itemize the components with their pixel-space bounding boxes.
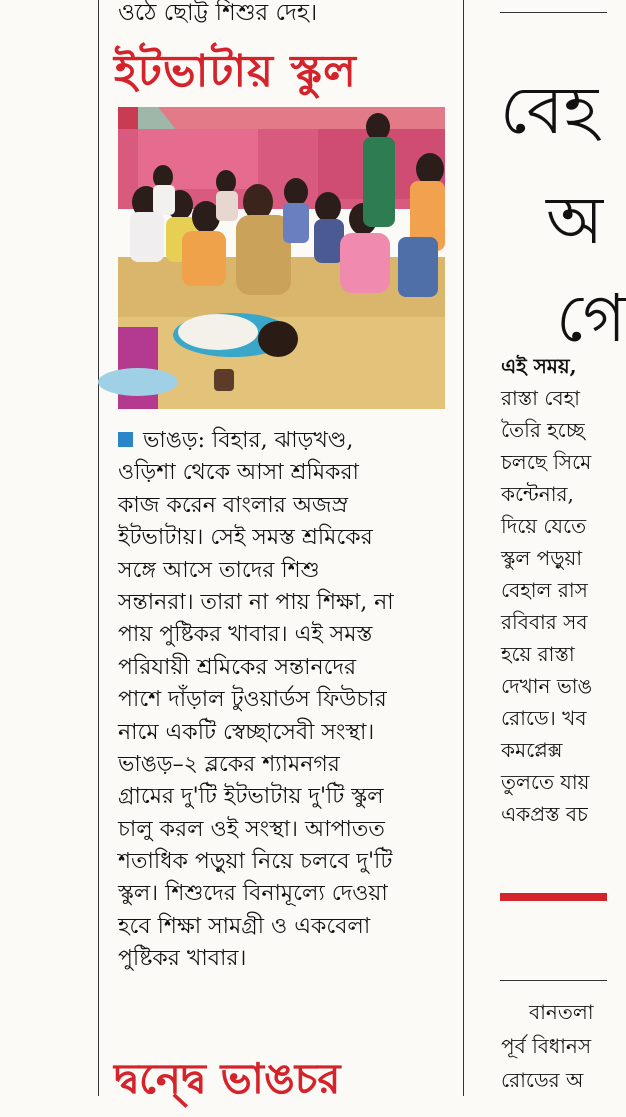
article-line: পুষ্টিকর খাবার। xyxy=(118,946,247,972)
right-next-line: রোডের অ xyxy=(501,1068,584,1092)
article-line: স্কুল। শিশুদের বিনামূল্যে দেওয়া xyxy=(118,881,388,907)
right-article-line: দেখান ভাঙ xyxy=(501,674,593,698)
article-line: ভাঙড়–২ ব্লকের শ্যামনগর xyxy=(118,751,340,777)
top-rule-right xyxy=(500,12,607,13)
right-article-line: রাস্তা বেহা xyxy=(501,386,580,410)
right-headline-line-1: বেহ xyxy=(500,72,599,149)
article-line: ভাঙড়: বিহার, ঝাড়খণ্ড, xyxy=(118,425,444,457)
red-divider-rule xyxy=(500,893,607,901)
column-rule-left xyxy=(98,0,99,1096)
right-article-line: তুলতে যায় xyxy=(501,770,590,794)
right-article-line: একপ্রস্ত বচ xyxy=(501,802,588,826)
right-article-line: হয়ে রাস্তা xyxy=(501,642,575,666)
article-line: পাশে দাঁড়াল টুওয়ার্ডস ফিউচার xyxy=(118,687,387,713)
right-article-line: কন্টেনার, xyxy=(501,482,574,506)
right-next-line: বানতলা xyxy=(529,1000,594,1024)
article-line: সঙ্গে আসে তাদের শিশু xyxy=(118,557,320,583)
article-body xyxy=(118,425,444,976)
article-line: চালু করল ওই সংস্থা। আপাতত xyxy=(118,816,385,842)
article-line: কাজ করেন বাংলার অজস্র xyxy=(118,492,348,518)
right-next-article xyxy=(501,995,621,1097)
article-photo xyxy=(118,107,445,409)
article-headline: ইটভাটায় স্কুল xyxy=(114,46,357,97)
right-next-line: পূর্ব বিধানস xyxy=(501,1034,592,1058)
right-article-line: দিয়ে যেতে xyxy=(501,514,587,538)
right-article-line: রবিবার সব xyxy=(501,610,588,634)
right-headline-line-2: অ xyxy=(546,182,604,259)
next-article-headline: দ্বন্দ্বে ভাঙচর xyxy=(114,1054,341,1103)
column-rule-middle xyxy=(463,0,464,1096)
right-article-line: তৈরি হচ্ছে xyxy=(501,418,585,442)
article-line: পরিযায়ী শ্রমিকের সন্তানদের xyxy=(118,654,357,680)
right-article-line: স্কুল পড়ুয়া xyxy=(501,546,583,570)
article-line: নামে একটি স্বেচ্ছাসেবী সংস্থা। xyxy=(118,719,375,745)
article-line: পায় পুষ্টিকর খাবার। এই সমস্ত xyxy=(118,622,373,648)
article-line: সন্তানরা। তারা না পায় শিক্ষা, না xyxy=(118,589,394,615)
bullet-square-icon xyxy=(118,432,133,447)
article-line: গ্রামের দু'টি ইটভাটায় দু'টি স্কুল xyxy=(118,784,384,810)
article-line: ইটভাটায়। সেই সমস্ত শ্রমিকের xyxy=(118,525,373,551)
right-article-body xyxy=(501,350,621,830)
section-rule-right xyxy=(500,980,607,981)
right-article-line: বেহাল রাস xyxy=(501,578,588,602)
right-article-line: রোডে। খব xyxy=(501,706,587,730)
previous-article-tail: ওঠে ছোট্ট শিশুর দেহ। xyxy=(118,0,318,26)
article-line: শতাধিক পড়ুয়া নিয়ে চলবে দু'টি xyxy=(118,849,393,875)
right-article-line: কমপ্লেক্স xyxy=(501,738,563,762)
right-headline-line-3: গে xyxy=(556,280,626,357)
right-article-line: চলছে সিমে xyxy=(501,450,592,474)
right-article-line: এই সময়, xyxy=(501,354,577,378)
article-line: ওড়িশা থেকে আসা শ্রমিকরা xyxy=(118,460,359,486)
article-line: হবে শিক্ষা সামগ্রী ও একবেলা xyxy=(118,913,371,939)
